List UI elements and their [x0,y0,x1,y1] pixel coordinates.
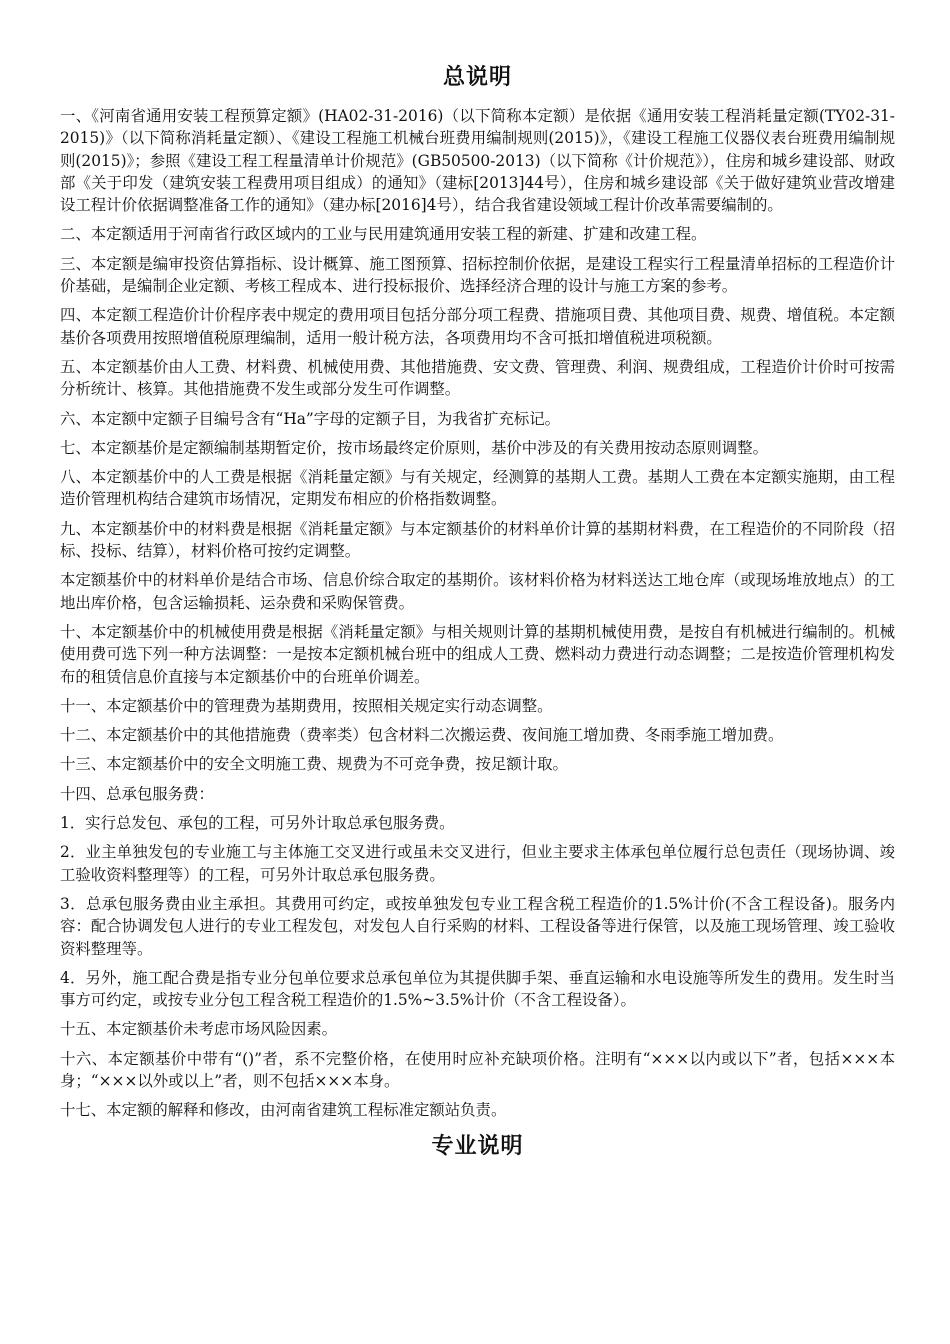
paragraph-13: 十三、本定额基价中的安全文明施工费、规费为不可竞争费，按足额计取。 [60,755,568,774]
paragraph-4: 四、本定额工程造价计价程序表中规定的费用项目包括分部分项工程费、措施项目费、其他项目费、规费、增值税。本定额基价各项费用按照增值税原理编制，适用一般计税方法，各项费用均不含可抵扣增值税进项税额。 [60,306,895,347]
page-title: 总说明 [442,65,512,90]
paragraph-10: 十、本定额基价中的机械使用费是根据《消耗量定额》与相关规则计算的基期机械使用费，是按自有机械进行编制的。机械使用费可选下列一种方法调整：一是按本定额机械台班中的组成人工费、燃料动力费进行动态调整；二是按造价管理机构发布的租赁信息价直接与本定额基价中的台班单价调差。 [60,622,895,686]
paragraph-14-item-3: 3．总承包服务费由业主承担。其费用可约定，或按单独发包专业工程含税工程造价的1.5%计价(不含工程设备)。服务内容：配合协调发包人进行的专业工程发包，对发包人自行采购的材料、工程设备等进行保管，以及施工现场管理、竣工验收资料整理等。 [60,894,895,958]
paragraph-14-item-1: 1．实行总发包、承包的工程，可另外计取总承包服务费。 [60,814,455,833]
paragraph-8: 八、本定额基价中的人工费是根据《消耗量定额》与有关规定，经测算的基期人工费。基期人工费在本定额实施期，由工程造价管理机构结合建筑市场情况，定期发布相应的价格指数调整。 [60,468,895,509]
section-title: 专业说明 [431,1133,524,1159]
paragraph-11: 十一、本定额基价中的管理费为基期费用，按照相关规定实行动态调整。 [60,696,553,715]
paragraph-1: 一、《河南省通用安装工程预算定额》(HA02-31-2016)（以下简称本定额）是依据《通用安装工程消耗量定额(TY02-31-2015)》（以下简称消耗量定额）、《建设工程施工机械台班费用编制规则(2015)》，《建设工程施工仪器仪表台班费用编制规则(2015)》；参照《建设工程工程量清单计价规范》(GB50500-2013)（以下简称《计价规范》），住房和城乡建设部、财政部《关于印发（建筑安装工程费用项目组成）的通知》（建标[2013]44号），住房和城乡建设部《关于做好建筑业营改增建设工程计价依据调整准备工作的通知》（建办标[2016]4号），结合我省建设领域工程计价改革需要编制的。 [60,107,895,215]
paragraph-7: 七、本定额基价是定额编制基期暂定价，按市场最终定价原则，基价中涉及的有关费用按动态原则调整。 [60,438,768,457]
paragraph-9: 九、本定额基价中的材料费是根据《消耗量定额》与本定额基价的材料单价计算的基期材料费，在工程造价的不同阶段（招标、投标、结算），材料价格可按约定调整。 [60,519,895,561]
paragraph-14-item-4: 4．另外，施工配合费是指专业分包单位要求总承包单位为其提供脚手架、垂直运输和水电设施等所发生的费用。发生时当事方可约定，或按专业分包工程含税工程造价的1.5%~3.5%计价（不含工程设备）。 [60,968,895,1010]
paragraph-14: 十四、总承包服务费： [60,784,214,803]
paragraph-12: 十二、本定额基价中的其他措施费（费率类）包含材料二次搬运费、夜间施工增加费、冬雨季施工增加费。 [60,726,784,745]
paragraph-5: 五、本定额基价由人工费、材料费、机械使用费、其他措施费、安文费、管理费、利润、规费组成，工程造价计价时可按需分析统计、核算。其他措施费不发生或部分发生可作调整。 [60,357,895,399]
paragraph-9-material-price: 本定额基价中的材料单价是结合市场、信息价综合取定的基期价。该材料价格为材料送达工地仓库（或现场堆放地点）的工地出库价格，包含运输损耗、运杂费和采购保管费。 [60,571,895,612]
paragraph-2: 二、本定额适用于河南省行政区域内的工业与民用建筑通用安装工程的新建、扩建和改建工程。 [60,225,707,244]
document-page [60,60,895,1160]
paragraph-16: 十六、本定额基价中带有“()”者，系不完整价格，在使用时应补充缺项价格。注明有“×××以内或以下”者，包括×××本身；“×××以外或以上”者，则不包括×××本身。 [60,1049,895,1090]
paragraph-15: 十五、本定额基价未考虑市场风险因素。 [60,1020,338,1039]
paragraph-17: 十七、本定额的解释和修改，由河南省建筑工程标准定额站负责。 [60,1101,507,1120]
paragraph-3: 三、本定额是编审投资估算指标、设计概算、施工图预算、招标控制价依据，是建设工程实行工程量清单招标的工程造价计价基础，是编制企业定额、考核工程成本、进行投标报价、选择经济合理的设计与施工方案的参考。 [60,254,895,296]
paragraph-14-item-2: 2．业主单独发包的专业施工与主体施工交叉进行或虽未交叉进行，但业主要求主体承包单位履行总包责任（现场协调、竣工验收资料整理等）的工程，可另外计取总承包服务费。 [60,843,895,884]
paragraph-6: 六、本定额中定额子目编号含有“Ha”字母的定额子目，为我省扩充标记。 [60,409,561,428]
